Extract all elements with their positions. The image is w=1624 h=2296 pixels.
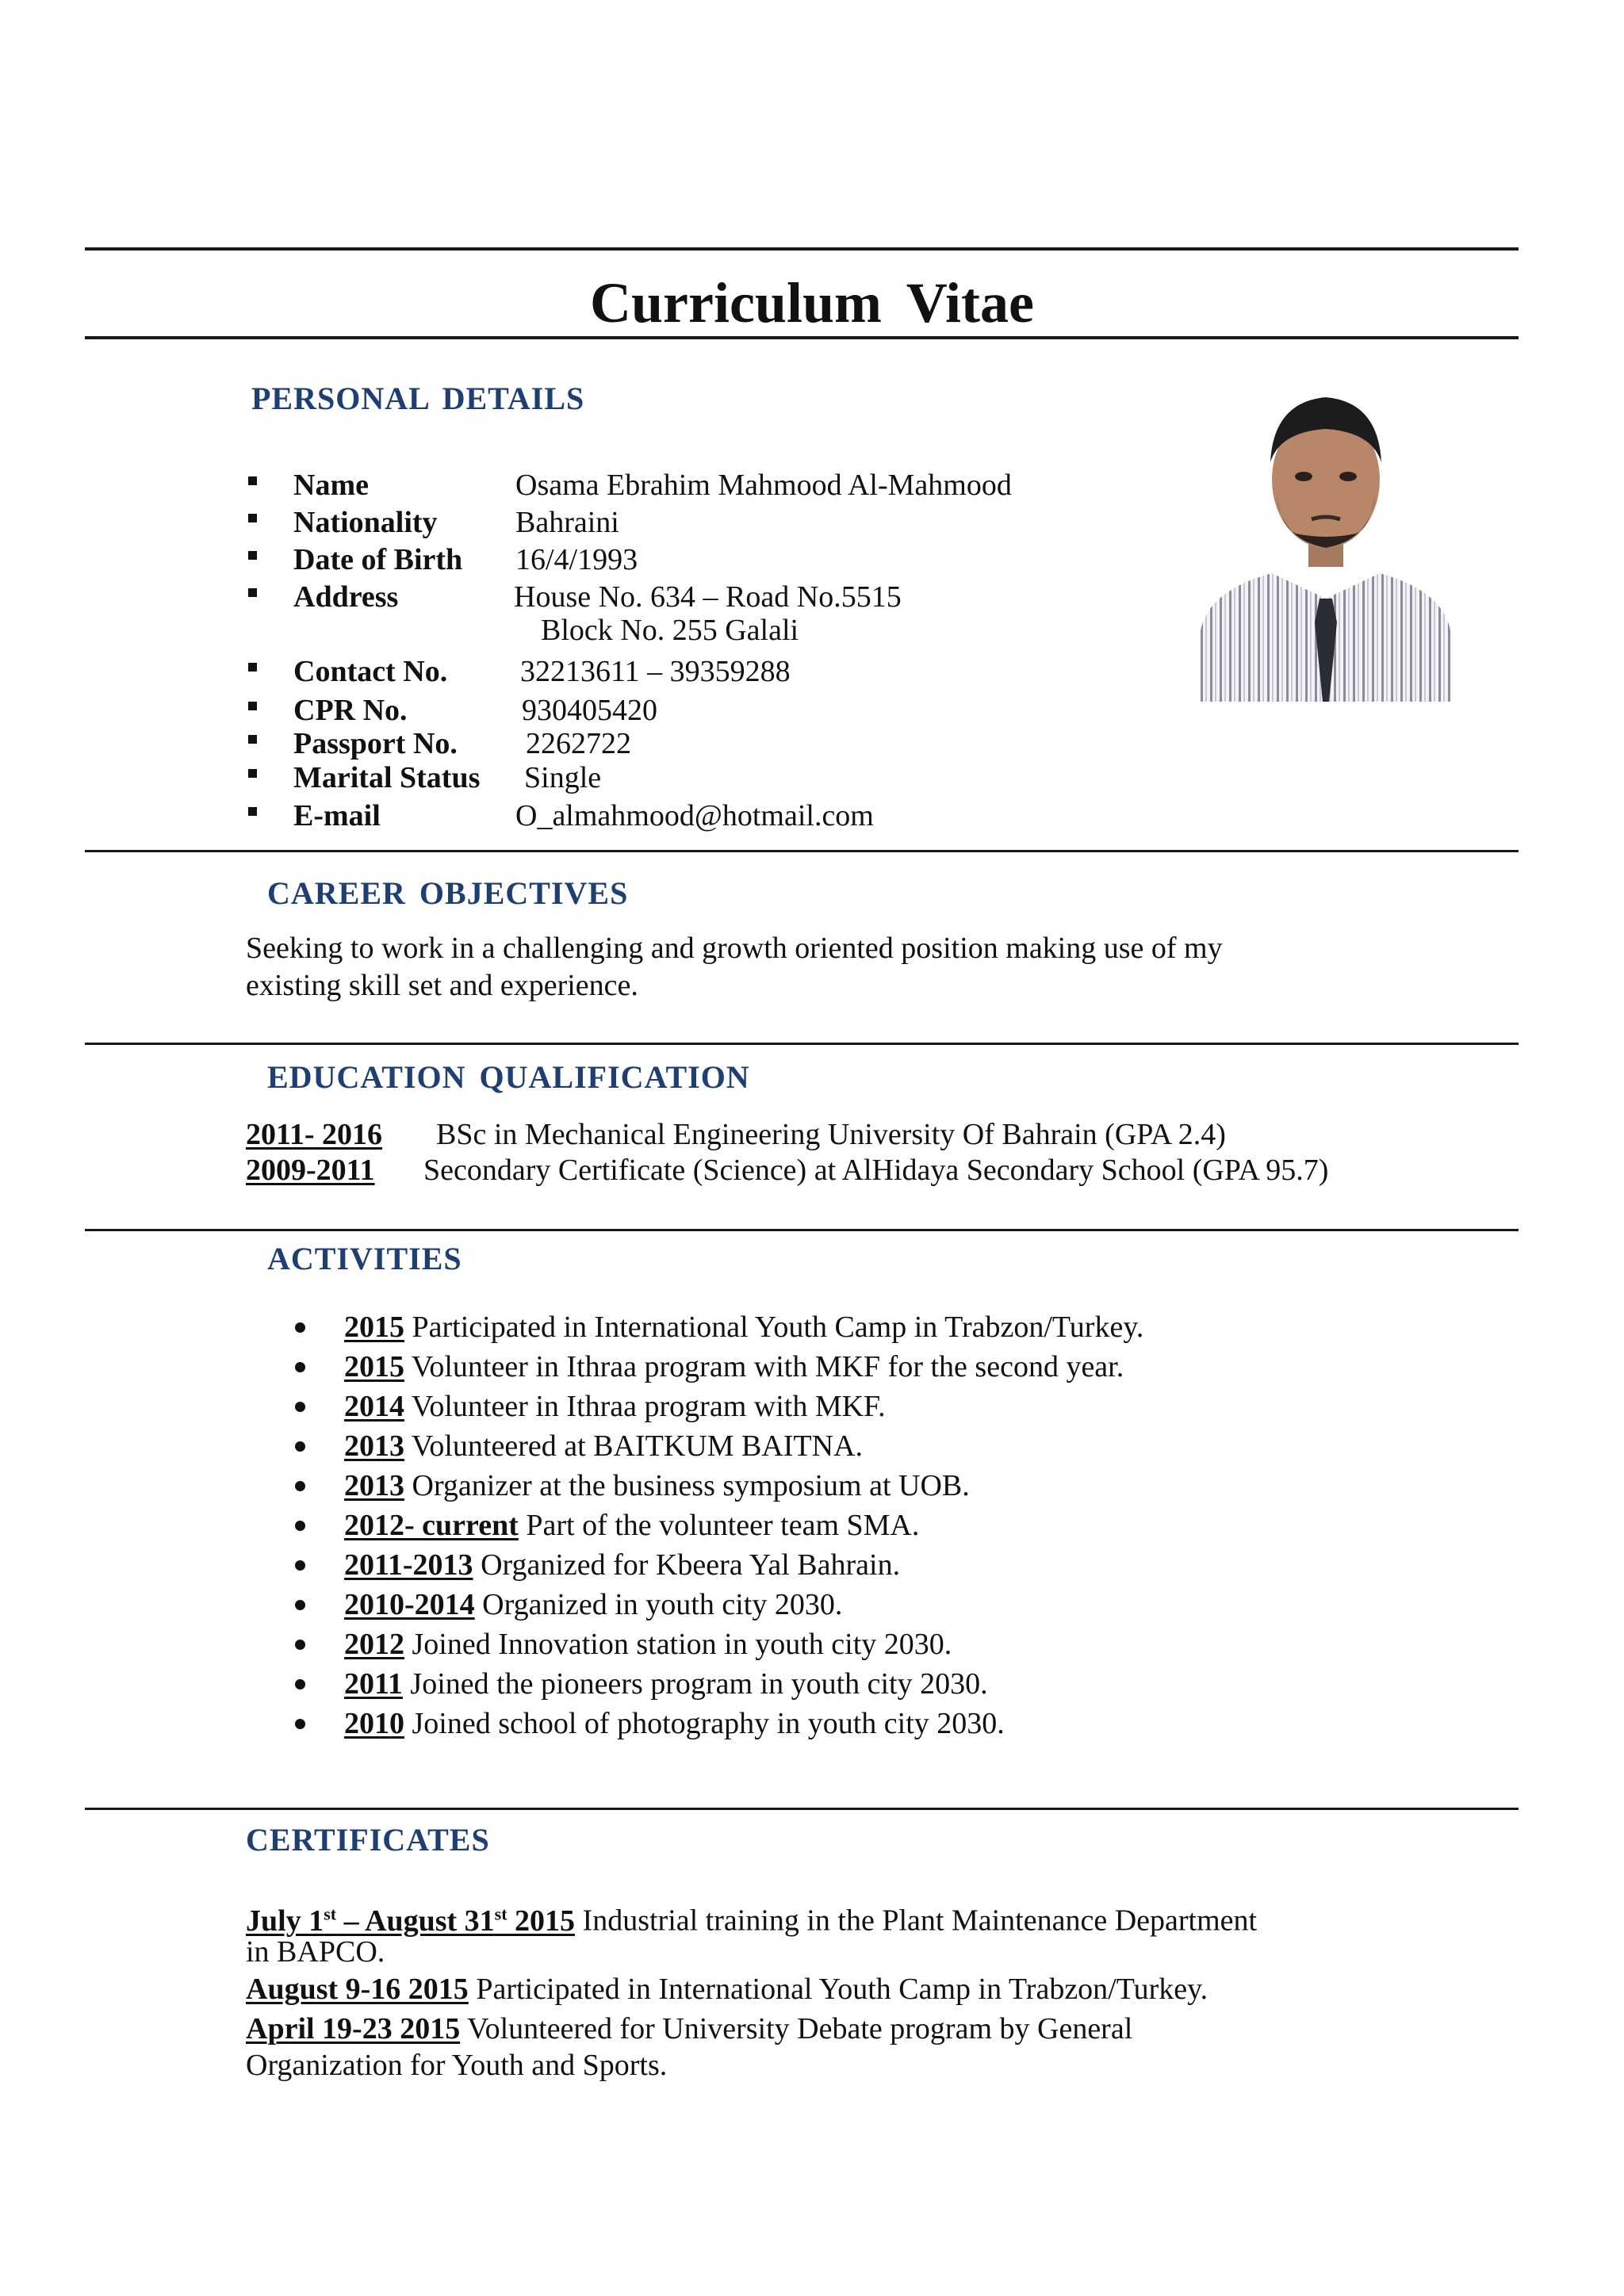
bullet <box>295 1719 305 1729</box>
bullet <box>248 735 257 744</box>
certificate-text: Industrial training in the Plant Maintenance Department <box>575 1904 1258 1938</box>
activity-year: 2014 <box>344 1390 404 1423</box>
marital-value: Single <box>524 761 602 794</box>
bullet <box>295 1600 305 1610</box>
personal-details-heading: PERSONAL DETAILS <box>251 381 585 416</box>
activity-year: 2013 <box>344 1469 404 1502</box>
activity-year: 2013 <box>344 1429 404 1463</box>
bullet <box>248 514 257 522</box>
activity-text: Joined school of photography in youth city 2030. <box>412 1707 1005 1740</box>
career-objectives-heading: CAREER OBJECTIVES <box>267 875 629 911</box>
activity-item <box>344 1508 919 1543</box>
section-divider <box>85 1229 1519 1231</box>
bullet <box>248 551 257 560</box>
certificate-text: Volunteered for University Debate program by General <box>460 2012 1133 2045</box>
bullet <box>295 1402 305 1412</box>
bullet <box>248 588 257 597</box>
activity-year: 2012 <box>344 1628 404 1661</box>
certificate-text-cont: Organization for Youth and Sports. <box>246 2049 668 2082</box>
career-text-line: existing skill set and experience. <box>246 969 638 1002</box>
contact-value: 32213611 – 39359288 <box>520 655 791 688</box>
activity-item <box>344 1548 900 1582</box>
bullet <box>248 663 257 672</box>
career-text-line: Seeking to work in a challenging and growth oriented position making use of my <box>246 932 1223 965</box>
activity-text: Joined Innovation station in youth city 2030. <box>412 1628 952 1661</box>
bullet <box>295 1362 305 1372</box>
activity-item <box>344 1706 1005 1741</box>
bullet <box>295 1560 305 1571</box>
activity-text: Volunteered at BAITKUM BAITNA. <box>411 1429 864 1463</box>
certificate-date: August 9-16 2015 <box>246 1973 469 2006</box>
bullet <box>295 1679 305 1689</box>
address-label: Address <box>293 580 399 614</box>
certificate-date: April 19-23 2015 <box>246 2012 461 2045</box>
bullet <box>248 476 257 485</box>
activity-year: 2012- current <box>344 1509 519 1542</box>
dob-label: Date of Birth <box>293 543 463 576</box>
certificate-date: July 1st – August 31st 2015 <box>246 1904 576 1938</box>
bullet <box>295 1640 305 1650</box>
education-text: BSc in Mechanical Engineering University Of Bahrain (GPA 2.4) <box>436 1118 1226 1151</box>
activity-year: 2010 <box>344 1707 404 1740</box>
address-value: House No. 634 – Road No.5515 <box>514 580 902 614</box>
activity-item <box>344 1429 863 1464</box>
name-value: Osama Ebrahim Mahmood Al-Mahmood <box>515 469 1012 502</box>
activity-text: Participated in International Youth Camp in Trabzon/Turkey. <box>412 1311 1144 1344</box>
address-value-line2: Block No. 255 Galali <box>541 614 799 647</box>
page-title: Curriculum Vitae <box>590 271 1034 335</box>
activity-text: Organized for Kbeera Yal Bahrain. <box>481 1548 901 1582</box>
activity-item <box>344 1389 886 1424</box>
bullet <box>295 1441 305 1452</box>
activity-text: Joined the pioneers program in youth city 2030. <box>410 1667 988 1701</box>
certificates-heading: CERTIFICATES <box>246 1822 490 1858</box>
activity-text: Part of the volunteer team SMA. <box>526 1509 920 1542</box>
top-rule <box>85 247 1519 251</box>
activities-heading: ACTIVITIES <box>267 1241 462 1276</box>
bullet <box>248 769 257 778</box>
activity-text: Organizer at the business symposium at UOB. <box>412 1469 970 1502</box>
title-rule <box>85 336 1519 339</box>
education-years: 2011- 2016 <box>246 1118 383 1151</box>
section-divider <box>85 1808 1519 1810</box>
education-years: 2009-2011 <box>246 1154 375 1187</box>
certificate-item <box>246 2011 1132 2046</box>
activity-year: 2011 <box>344 1667 403 1701</box>
cpr-value: 930405420 <box>522 694 657 727</box>
profile-photo <box>1201 361 1450 702</box>
nationality-value: Bahraini <box>515 506 619 539</box>
activity-item <box>344 1310 1143 1345</box>
certificate-item <box>246 1972 1208 2007</box>
name-label: Name <box>293 469 369 502</box>
activity-text: Organized in youth city 2030. <box>482 1588 843 1621</box>
education-heading: EDUCATION QUALIFICATION <box>267 1059 750 1095</box>
dob-value: 16/4/1993 <box>515 543 638 576</box>
section-divider <box>85 850 1519 852</box>
email-label: E-mail <box>293 799 381 832</box>
section-divider <box>85 1043 1519 1045</box>
activity-year: 2015 <box>344 1350 404 1383</box>
contact-label: Contact No. <box>293 655 448 688</box>
activity-year: 2010-2014 <box>344 1588 475 1621</box>
activity-item <box>344 1667 988 1701</box>
bullet <box>248 702 257 710</box>
activity-item <box>344 1587 842 1622</box>
activity-text: Volunteer in Ithraa program with MKF for the second year. <box>411 1350 1124 1383</box>
bullet <box>295 1322 305 1333</box>
activity-item <box>344 1468 970 1503</box>
email-value: O_almahmood@hotmail.com <box>515 799 874 832</box>
cpr-label: CPR No. <box>293 694 408 727</box>
certificate-text: Participated in International Youth Camp in Trabzon/Turkey. <box>468 1973 1208 2006</box>
marital-label: Marital Status <box>293 761 481 794</box>
activity-text: Volunteer in Ithraa program with MKF. <box>411 1390 886 1423</box>
bullet <box>295 1521 305 1531</box>
activity-item <box>344 1349 1124 1384</box>
passport-label: Passport No. <box>293 727 458 760</box>
bullet <box>248 807 257 816</box>
passport-value: 2262722 <box>526 727 631 760</box>
certificate-item <box>246 1896 1257 1938</box>
activity-item <box>344 1627 952 1662</box>
activity-year: 2015 <box>344 1311 404 1344</box>
certificate-text-cont: in BAPCO. <box>246 1935 385 1969</box>
nationality-label: Nationality <box>293 506 438 539</box>
activity-year: 2011-2013 <box>344 1548 473 1582</box>
bullet <box>295 1481 305 1491</box>
education-text: Secondary Certificate (Science) at AlHidaya Secondary School (GPA 95.7) <box>423 1154 1329 1187</box>
